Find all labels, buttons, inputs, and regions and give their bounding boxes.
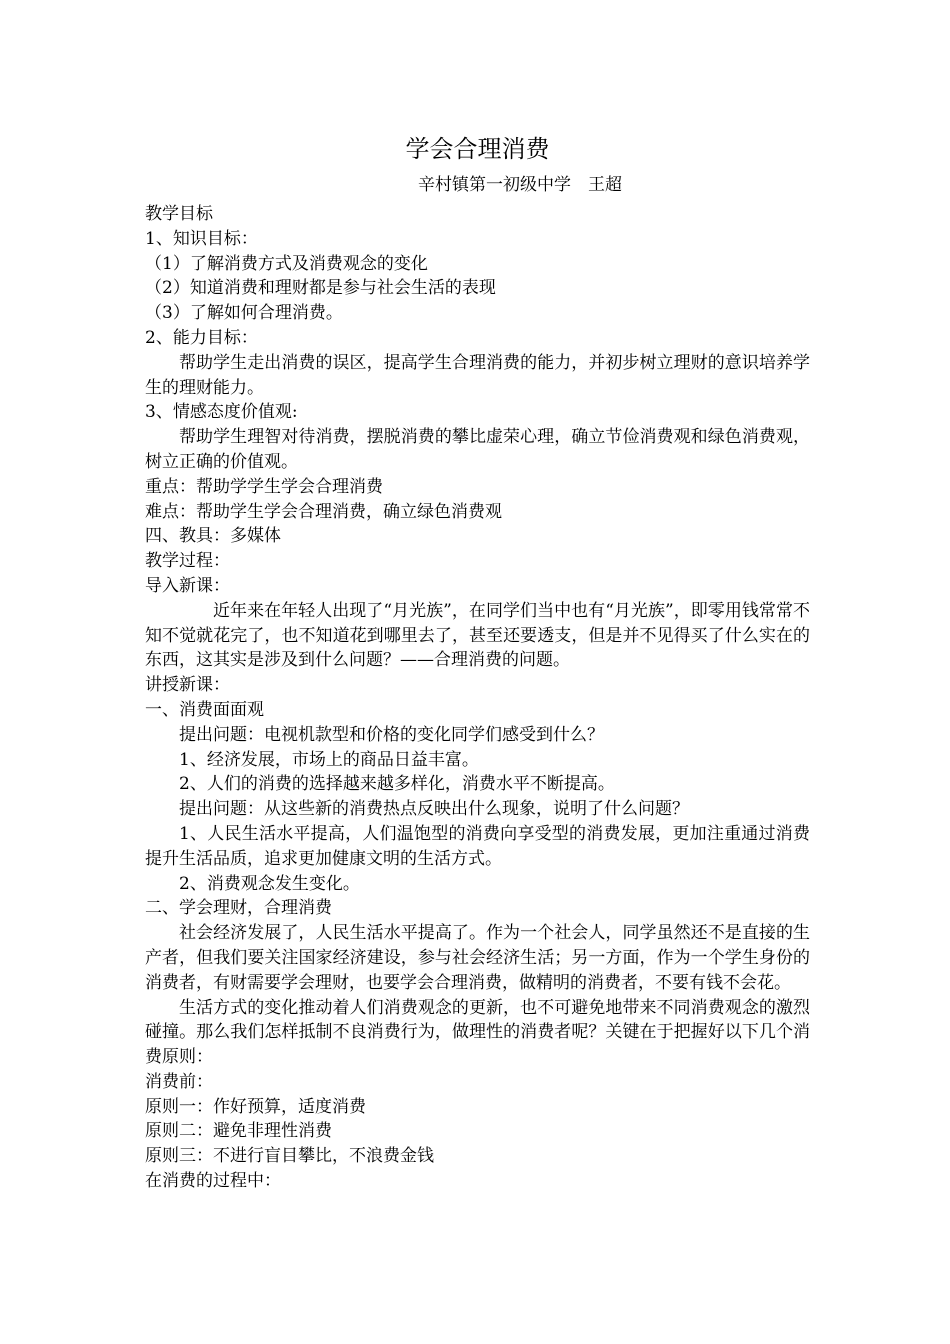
text-line: （3）了解如何合理消费。 [145,303,343,324]
text-line: 提出问题：从这些新的消费热点反映出什么现象，说明了什么问题？ [179,799,689,820]
text-line: （2）知道消费和理财都是参与社会生活的表现 [145,278,496,299]
author-line: 辛村镇第一初级中学 王超 [418,175,622,195]
paragraph: 1、人民生活水平提高，人们温饱型的消费向享受型的消费发展，更加注重通过消费提升生活品质，追求更加健康文明的生活方式。 [145,823,810,869]
text-line: 2、消费观念发生变化。 [179,873,360,894]
paragraph: 帮助学生走出消费的误区，提高学生合理消费的能力，并初步树立理财的意识培养学生的理财能力。 [145,352,810,398]
text-line: 原则一：作好预算，适度消费 [145,1096,366,1117]
text-line: 2、人们的消费的选择越来越多样化，消费水平不断提高。 [179,774,615,795]
text-line: 难点：帮助学生学会合理消费，确立绿色消费观 [145,501,502,522]
paragraph: 社会经济发展了，人民生活水平提高了。作为一个社会人，同学虽然还不是直接的生产者，但我们要关注国家经济建设，参与社会经济生活；另一方面，作为一个学生身份的消费者，有财需要学会理财，也要学会合理消费，做精明的消费者，不要有钱不会花。 [145,923,810,993]
text-line: 1、知识目标： [145,228,258,249]
text-line: 原则三：不进行盲目攀比，不浪费金钱 [145,1146,434,1167]
document-page [145,128,810,1194]
text-line: （1）了解消费方式及消费观念的变化 [145,253,428,274]
document-title: 学会合理消费 [405,135,550,163]
text-line: 讲授新课： [145,675,230,696]
text-line: 导入新课： [145,575,230,596]
text-line: 消费前： [145,1071,213,1092]
paragraph: 生活方式的变化推动着人们消费观念的更新，也不可避免地带来不同消费观念的激烈碰撞。那么我们怎样抵制不良消费行为，做理性的消费者呢？关键在于把握好以下几个消费原则： [145,997,810,1068]
section-heading: 教学目标 [145,204,213,224]
text-line: 在消费的过程中： [145,1171,281,1192]
text-line: 3、情感态度价值观: [145,402,298,423]
text-line: 四、教具：多媒体 [145,526,281,547]
text-line: 二、学会理财，合理消费 [145,898,332,919]
text-line: 重点：帮助学学生学会合理消费 [145,476,383,497]
paragraph: 帮助学生理智对待消费，摆脱消费的攀比虚荣心理，确立节俭消费观和绿色消费观，树立正确的价值观。 [145,427,810,472]
text-line: 一、消费面面观 [145,699,264,720]
text-line: 1、经济发展，市场上的商品日益丰富。 [179,749,479,770]
paragraph: 近年来在年轻人出现了“月光族”，在同学们当中也有“月光族”，即零用钱常常不知不觉就花完了，也不知道花到哪里去了，甚至还要透支，但是并不见得买了什么实在的东西，这其实是涉及到什么问题？——合理消费的问题。 [145,600,810,671]
text-line: 原则二：避免非理性消费 [145,1121,332,1142]
text-line: 教学过程： [145,551,230,572]
text-line: 提出问题：电视机款型和价格的变化同学们感受到什么？ [179,724,604,745]
text-line: 2、能力目标： [145,327,258,348]
